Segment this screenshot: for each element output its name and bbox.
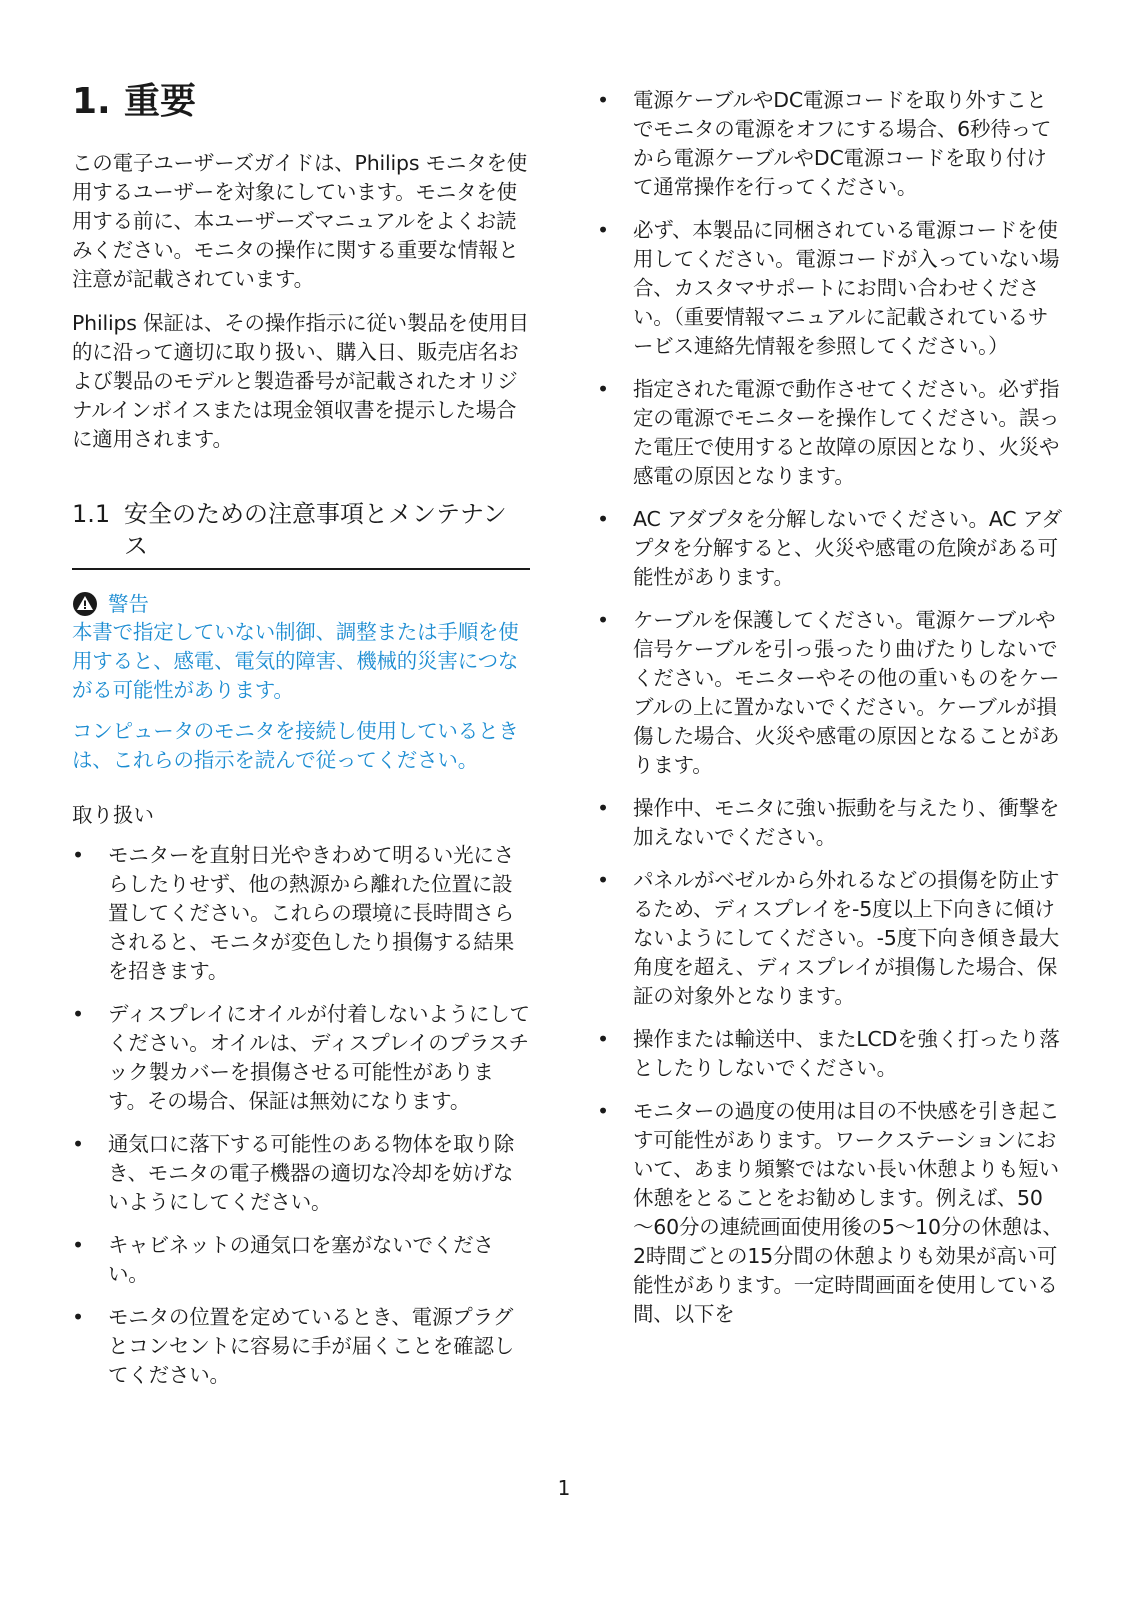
bullet-icon: • — [597, 608, 609, 632]
list-item: • AC アダプタを分解しないでください。AC アダプタを分解すると、火災や感電の危険がある可能性があります。 — [597, 505, 1063, 592]
warning-paragraph: コンピュータのモニタを接続し使用しているときは、これらの指示を読んで従ってください。 — [72, 719, 519, 773]
bullet-icon: • — [597, 88, 609, 112]
warning-paragraph: 本書で指定していない制御、調整または手順を使用すると、感電、電気的障害、機械的災害につながる可能性があります。 — [72, 620, 519, 703]
section-title: 安全のための注意事項とメンテナンス — [124, 500, 507, 561]
intro-paragraph: この電子ユーザーズガイドは、Philips モニタを使用するユーザーを対象にしています。モニタを使用する前に、本ユーザーズマニュアルをよくお読みください。モニタの操作に関する重要な情報と注意が記載されています。 — [72, 151, 528, 292]
bullet-icon: • — [72, 1132, 84, 1157]
title-number: 1. — [72, 81, 111, 122]
handling-list-right — [597, 86, 1063, 1329]
bullet-icon: • — [597, 868, 609, 892]
list-item: • モニターを直射日光やきわめて明るい光にさらしたりせず、他の熱源から離れた位置に設置してください。これらの環境に長時間さらされると、モニタが変色したり損傷する結果を招きます。 — [72, 841, 530, 986]
bullet-icon: • — [72, 843, 84, 868]
list-item: • 操作中、モニタに強い振動を与えたり、衝撃を加えないでください。 — [597, 794, 1063, 852]
list-item: • パネルがベゼルから外れるなどの損傷を防止するため、ディスプレイを-5度以上下向きに傾けないようにしてください。-5度下向き傾き最大角度を超え、ディスプレイが損傷した場合、保証の対象外となります。 — [597, 866, 1063, 1011]
handling-list-left — [72, 841, 530, 1390]
list-item: • モニターの過度の使用は目の不快感を引き起こす可能性があります。ワークステーションにおいて、あまり頻繁ではない長い休憩よりも短い休憩をとることをお勧めします。例えば、50～60分の連続画面使用後の5～10分の休憩は、2時間ごとの15分間の休憩よりも効果が高い可能性があります。一定時間画面を使用している間、以下を — [597, 1097, 1063, 1329]
bullet-icon: • — [597, 507, 609, 531]
section-number: 1.1 — [72, 500, 111, 529]
page-title — [72, 80, 530, 123]
title-text: 重要 — [124, 81, 197, 122]
bullet-icon: • — [597, 796, 609, 820]
list-item: • ケーブルを保護してください。電源ケーブルや信号ケーブルを引っ張ったり曲げたりしないでください。モニターやその他の重いものをケーブルの上に置かないでください。ケーブルが損傷した場合、火災や感電の原因となることがあります。 — [597, 606, 1063, 780]
list-item: • 操作または輸送中、またLCDを強く打ったり落としたりしないでください。 — [597, 1025, 1063, 1083]
bullet-icon: • — [597, 377, 609, 401]
list-item: • 電源ケーブルやDC電源コードを取り外すことでモニタの電源をオフにする場合、6秒待ってから電源ケーブルやDC電源コードを取り付けて通常操作を行ってください。 — [597, 86, 1063, 202]
warning-label: 警告 — [108, 592, 149, 617]
left-column — [72, 80, 530, 1404]
warning-triangle-icon — [72, 591, 98, 617]
list-item: • キャビネットの通気口を塞がないでください。 — [72, 1231, 530, 1289]
list-item: • ディスプレイにオイルが付着しないようにしてください。オイルは、ディスプレイのプラスチック製カバーを損傷させる可能性があります。その場合、保証は無効になります。 — [72, 1000, 530, 1116]
handling-heading: 取り扱い — [72, 803, 154, 828]
warning-header — [72, 590, 530, 618]
list-item: • 通気口に落下する可能性のある物体を取り除き、モニタの電子機器の適切な冷却を妨げないようにしてください。 — [72, 1130, 530, 1217]
bullet-icon: • — [597, 1027, 609, 1051]
bullet-icon: • — [597, 1099, 609, 1123]
bullet-icon: • — [597, 218, 609, 242]
right-column — [597, 86, 1063, 1343]
bullet-icon: • — [72, 1305, 84, 1330]
list-item: • 必ず、本製品に同梱されている電源コードを使用してください。電源コードが入っていない場合、カスタマサポートにお問い合わせください。（重要情報マニュアルに記載されているサービス連絡先情報を参照してください。） — [597, 216, 1063, 361]
page-number: 1 — [557, 1476, 571, 1500]
list-item: • 指定された電源で動作させてください。必ず指定の電源でモニターを操作してください。誤った電圧で使用すると故障の原因となり、火災や感電の原因となります。 — [597, 375, 1063, 491]
section-heading — [72, 498, 530, 570]
bullet-icon: • — [72, 1233, 84, 1258]
bullet-icon: • — [72, 1002, 84, 1027]
list-item: • モニタの位置を定めているとき、電源プラグとコンセントに容易に手が届くことを確認してください。 — [72, 1303, 530, 1390]
warranty-paragraph: Philips 保証は、その操作指示に従い製品を使用目的に沿って適切に取り扱い、購入日、販売店名および製品のモデルと製造番号が記載されたオリジナルインボイスまたは現金領収書を提示した場合に適用されます。 — [72, 311, 529, 452]
